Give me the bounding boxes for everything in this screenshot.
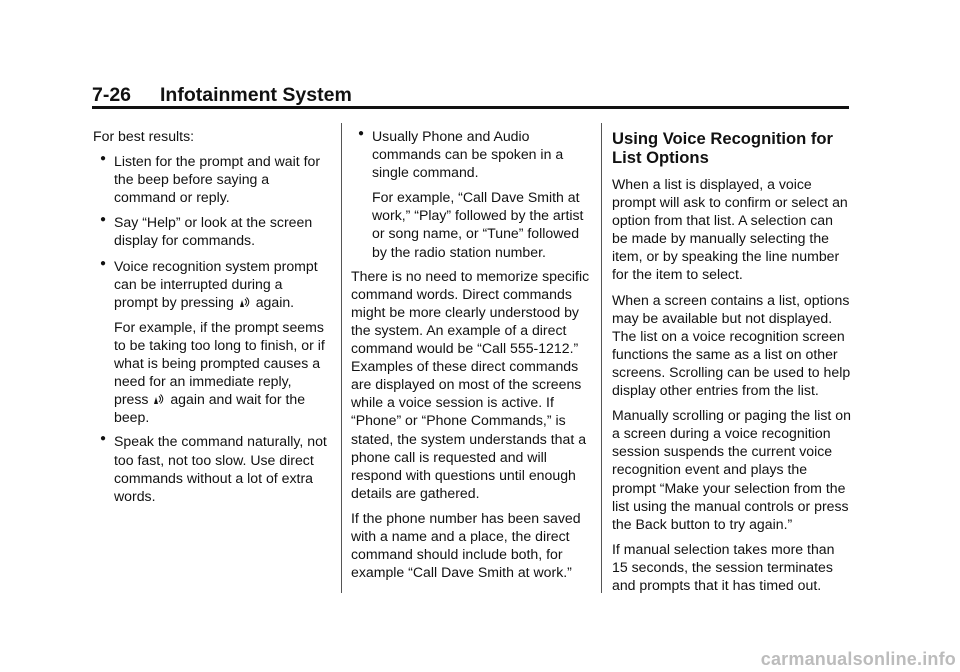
column-divider-1 <box>341 123 342 593</box>
list-item-text: again. <box>255 293 295 310</box>
column-3 <box>612 127 852 601</box>
paragraph: When a screen contains a list, options may be available but not displayed. The list on a voice recognition screen functions the same as a list on other screens. Scrolling can be used to help display other entries from the list. <box>612 291 851 399</box>
list-item <box>93 432 329 504</box>
column-divider-2 <box>601 123 602 593</box>
paragraph: When a list is displayed, a voice prompt will ask to confirm or select an option from that list. A selection can be made by manually selecting the item, or by speaking the line number for the item to select. <box>612 176 848 283</box>
page-number: 7-26 <box>92 84 132 106</box>
list-item <box>93 257 329 311</box>
bullet-icon: ● <box>358 128 365 139</box>
bullet-subparagraph: For example, “Call Dave Smith at work,” “Play” followed by the artist or song name, or “Tune” followed by the radio station number. <box>372 189 584 260</box>
intro-text: For best results: <box>93 128 195 144</box>
list-item-text: Say “Help” or look at the screen display for commands. <box>114 214 313 249</box>
list-item-text: Speak the command naturally, not too fast, not too slow. Use direct commands without a lot of extra words. <box>114 433 327 504</box>
subparagraph-text: For example, if the prompt seems to be taking too long to finish, or if what is being prompted causes a need for an immediate reply, press <box>114 318 325 408</box>
list-item-text: Usually Phone and Audio commands can be spoken in a single command. <box>372 128 564 181</box>
bullet-icon: ● <box>100 214 107 226</box>
page-header <box>92 84 352 107</box>
list-item <box>351 127 591 181</box>
bullet-icon: ● <box>100 153 107 165</box>
column-2 <box>351 127 591 588</box>
subparagraph-text: again and wait for the beep. <box>114 391 306 426</box>
header-rule <box>92 106 849 109</box>
watermark: carmanualsonline.info <box>760 649 956 669</box>
voice-recognition-icon <box>153 393 165 405</box>
voice-recognition-icon <box>239 296 251 308</box>
bullet-subparagraph <box>93 318 329 427</box>
column-1 <box>93 127 329 512</box>
list-item <box>93 213 329 249</box>
paragraph: Manually scrolling or paging the list on a screen during a voice recognition session suspends the current voice recognition event and plays the prompt “Make your selection from the list using the manual controls or press the Back button to try again.” <box>612 407 851 532</box>
bullet-icon: ● <box>100 433 107 445</box>
paragraph: There is no need to memorize specific command words. Direct commands might be more clearly understood by the system. An example of a direct command would be “Call 555-1212.” Examples of these direct commands are displayed on most of the screens while a voice session is active. If “Phone” or “Phone Commands,” is stated, the system understands that a phone call is requested and will respond with questions until enough details are gathered. <box>351 267 590 501</box>
list-item-text: Voice recognition system prompt can be interrupted during a prompt by pressing <box>114 257 318 310</box>
paragraph: If manual selection takes more than 15 seconds, the session terminates and prompts that it has timed out. <box>612 540 835 593</box>
list-item <box>93 152 329 206</box>
section-title: Infotainment System <box>160 84 352 106</box>
paragraph: If the phone number has been saved with a name and a place, the direct command should include both, for example “Call Dave Smith at work.” <box>351 509 581 581</box>
bullet-icon: ● <box>100 257 107 269</box>
section-heading: Using Voice Recognition for List Options <box>612 129 833 167</box>
list-item-text: Listen for the prompt and wait for the beep before saying a command or reply. <box>114 153 321 206</box>
